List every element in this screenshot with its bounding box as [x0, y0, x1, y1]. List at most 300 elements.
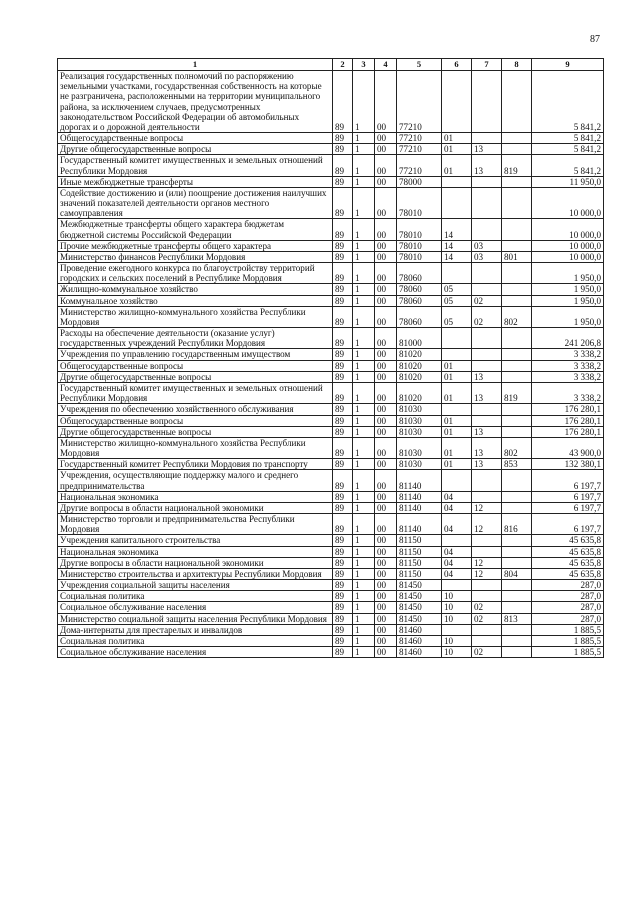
row-code-cell: 89: [333, 613, 353, 624]
row-code-cell: [502, 491, 532, 502]
row-amount-cell: 6 197,7: [532, 470, 604, 491]
row-name-cell: Общегосударственные вопросы: [58, 415, 333, 426]
row-code-cell: 00: [375, 602, 397, 613]
row-code-cell: 89: [333, 371, 353, 382]
row-name-cell: Государственный комитет имущественных и земельных отношений Республики Мордовия: [58, 155, 333, 176]
row-amount-cell: 1 950,0: [532, 306, 604, 327]
row-code-cell: [472, 404, 502, 415]
row-code-cell: 04: [442, 568, 472, 579]
row-amount-cell: 287,0: [532, 602, 604, 613]
row-code-cell: 00: [375, 502, 397, 513]
row-code-cell: 1: [353, 437, 375, 458]
row-amount-cell: 287,0: [532, 613, 604, 624]
row-code-cell: 04: [442, 546, 472, 557]
row-code-cell: 12: [472, 568, 502, 579]
row-amount-cell: 6 197,7: [532, 514, 604, 535]
row-name-cell: Расходы на обеспечение деятельности (оказание услуг) государственных учреждений Республики Мордовия: [58, 328, 333, 349]
row-code-cell: 819: [502, 155, 532, 176]
row-code-cell: 00: [375, 382, 397, 403]
row-code-cell: 1: [353, 459, 375, 470]
row-code-cell: 89: [333, 602, 353, 613]
row-code-cell: 89: [333, 546, 353, 557]
row-amount-cell: 10 000,0: [532, 187, 604, 219]
table-row: [58, 624, 604, 635]
row-amount-cell: 10 000,0: [532, 219, 604, 240]
row-code-cell: 1: [353, 371, 375, 382]
row-code-cell: 89: [333, 535, 353, 546]
row-code-cell: 00: [375, 557, 397, 568]
row-code-cell: [442, 404, 472, 415]
row-amount-cell: 11 950,0: [532, 176, 604, 187]
row-code-cell: 1: [353, 591, 375, 602]
row-code-cell: 10: [442, 647, 472, 658]
row-amount-cell: 5 841,2: [532, 133, 604, 144]
row-code-cell: 81460: [397, 635, 442, 646]
row-code-cell: 01: [442, 155, 472, 176]
row-code-cell: 13: [472, 459, 502, 470]
row-amount-cell: 1 950,0: [532, 263, 604, 284]
table-row: [58, 470, 604, 491]
row-code-cell: [472, 263, 502, 284]
row-code-cell: [502, 635, 532, 646]
row-code-cell: 13: [472, 144, 502, 155]
row-code-cell: 00: [375, 535, 397, 546]
row-code-cell: 00: [375, 144, 397, 155]
table-row: [58, 133, 604, 144]
row-amount-cell: 176 280,1: [532, 404, 604, 415]
row-code-cell: [442, 187, 472, 219]
row-code-cell: 78010: [397, 219, 442, 240]
row-code-cell: 1: [353, 613, 375, 624]
table-row: [58, 176, 604, 187]
row-code-cell: 89: [333, 155, 353, 176]
row-code-cell: 05: [442, 295, 472, 306]
row-amount-cell: 3 338,2: [532, 371, 604, 382]
row-name-cell: Учреждения социальной защиты населения: [58, 580, 333, 591]
row-name-cell: Социальное обслуживание населения: [58, 602, 333, 613]
row-code-cell: 00: [375, 155, 397, 176]
table-row: [58, 360, 604, 371]
row-code-cell: 89: [333, 568, 353, 579]
row-amount-cell: 1 950,0: [532, 295, 604, 306]
row-code-cell: 05: [442, 306, 472, 327]
row-amount-cell: 3 338,2: [532, 349, 604, 360]
column-header: 2: [333, 59, 353, 71]
row-code-cell: [502, 176, 532, 187]
table-row: [58, 426, 604, 437]
row-code-cell: [472, 470, 502, 491]
row-code-cell: 1: [353, 328, 375, 349]
row-code-cell: 89: [333, 502, 353, 513]
row-code-cell: [502, 647, 532, 658]
row-code-cell: 10: [442, 602, 472, 613]
row-name-cell: Прочие межбюджетные трансферты общего характера: [58, 240, 333, 251]
row-name-cell: Социальное обслуживание населения: [58, 647, 333, 658]
table-row: [58, 557, 604, 568]
row-code-cell: 1: [353, 187, 375, 219]
row-code-cell: 02: [472, 306, 502, 327]
row-code-cell: 89: [333, 71, 353, 133]
row-code-cell: [502, 240, 532, 251]
row-code-cell: 1: [353, 219, 375, 240]
row-code-cell: 89: [333, 240, 353, 251]
row-amount-cell: 6 197,7: [532, 491, 604, 502]
row-code-cell: 802: [502, 306, 532, 327]
row-name-cell: Другие общегосударственные вопросы: [58, 144, 333, 155]
row-code-cell: [442, 328, 472, 349]
table-row: [58, 602, 604, 613]
row-code-cell: 00: [375, 71, 397, 133]
row-code-cell: 81140: [397, 470, 442, 491]
row-amount-cell: 287,0: [532, 580, 604, 591]
row-amount-cell: 1 885,5: [532, 624, 604, 635]
row-code-cell: 1: [353, 295, 375, 306]
table-row: [58, 415, 604, 426]
row-code-cell: 1: [353, 635, 375, 646]
row-code-cell: 00: [375, 263, 397, 284]
row-code-cell: 1: [353, 557, 375, 568]
row-code-cell: 12: [472, 502, 502, 513]
row-code-cell: 1: [353, 382, 375, 403]
row-code-cell: 1: [353, 647, 375, 658]
row-code-cell: 802: [502, 437, 532, 458]
row-code-cell: [472, 176, 502, 187]
row-code-cell: 00: [375, 360, 397, 371]
row-code-cell: 81030: [397, 404, 442, 415]
row-code-cell: 813: [502, 613, 532, 624]
row-code-cell: 89: [333, 251, 353, 262]
row-code-cell: 89: [333, 426, 353, 437]
row-code-cell: 89: [333, 219, 353, 240]
column-header: 4: [375, 59, 397, 71]
row-code-cell: [502, 284, 532, 295]
row-code-cell: [472, 360, 502, 371]
row-code-cell: 00: [375, 459, 397, 470]
row-amount-cell: 45 635,8: [532, 546, 604, 557]
row-code-cell: 03: [472, 251, 502, 262]
table-row: [58, 613, 604, 624]
row-code-cell: 89: [333, 284, 353, 295]
table-row: [58, 491, 604, 502]
row-code-cell: 14: [442, 251, 472, 262]
row-code-cell: [472, 71, 502, 133]
row-code-cell: 1: [353, 502, 375, 513]
row-code-cell: [502, 557, 532, 568]
row-amount-cell: 45 635,8: [532, 568, 604, 579]
row-amount-cell: 132 380,1: [532, 459, 604, 470]
row-code-cell: [472, 535, 502, 546]
row-amount-cell: 45 635,8: [532, 557, 604, 568]
row-code-cell: 81450: [397, 591, 442, 602]
table-row: [58, 459, 604, 470]
row-code-cell: [502, 371, 532, 382]
table-row: [58, 187, 604, 219]
table-row: [58, 502, 604, 513]
row-code-cell: 00: [375, 404, 397, 415]
row-code-cell: 81030: [397, 437, 442, 458]
row-code-cell: 89: [333, 382, 353, 403]
row-code-cell: 01: [442, 426, 472, 437]
row-code-cell: [472, 349, 502, 360]
row-code-cell: 00: [375, 580, 397, 591]
row-name-cell: Проведение ежегодного конкурса по благоустройству территорий городских и сельских поселений в Республике Мордовия: [58, 263, 333, 284]
row-code-cell: 01: [442, 437, 472, 458]
table-row: [58, 349, 604, 360]
row-code-cell: [502, 133, 532, 144]
row-amount-cell: 1 885,5: [532, 647, 604, 658]
row-name-cell: Другие вопросы в области национальной экономики: [58, 557, 333, 568]
row-code-cell: 02: [472, 602, 502, 613]
row-code-cell: 1: [353, 176, 375, 187]
row-code-cell: [502, 349, 532, 360]
table-row: [58, 251, 604, 262]
row-name-cell: Министерство торговли и предпринимательства Республики Мордовия: [58, 514, 333, 535]
table-row: [58, 155, 604, 176]
row-code-cell: 1: [353, 426, 375, 437]
row-code-cell: 00: [375, 613, 397, 624]
table-row: [58, 371, 604, 382]
row-code-cell: [442, 470, 472, 491]
row-code-cell: 1: [353, 263, 375, 284]
column-header: 5: [397, 59, 442, 71]
row-amount-cell: 6 197,7: [532, 502, 604, 513]
row-code-cell: 89: [333, 306, 353, 327]
row-code-cell: 81020: [397, 349, 442, 360]
row-code-cell: 1: [353, 580, 375, 591]
row-name-cell: Учреждения, осуществляющие поддержку малого и среднего предпринимательства: [58, 470, 333, 491]
row-name-cell: Министерство финансов Республики Мордовия: [58, 251, 333, 262]
row-code-cell: 78010: [397, 240, 442, 251]
row-code-cell: 81020: [397, 371, 442, 382]
row-code-cell: 13: [472, 426, 502, 437]
row-code-cell: [502, 535, 532, 546]
row-name-cell: Общегосударственные вопросы: [58, 360, 333, 371]
row-amount-cell: 10 000,0: [532, 240, 604, 251]
row-code-cell: 89: [333, 557, 353, 568]
row-code-cell: 00: [375, 349, 397, 360]
row-code-cell: 78000: [397, 176, 442, 187]
row-amount-cell: 1 885,5: [532, 635, 604, 646]
row-code-cell: 00: [375, 624, 397, 635]
row-code-cell: 819: [502, 382, 532, 403]
row-code-cell: [472, 133, 502, 144]
row-code-cell: 801: [502, 251, 532, 262]
row-code-cell: 01: [442, 415, 472, 426]
row-name-cell: Национальная экономика: [58, 491, 333, 502]
row-code-cell: 02: [472, 295, 502, 306]
row-code-cell: 78060: [397, 263, 442, 284]
table-header-row: [58, 59, 604, 71]
row-code-cell: 01: [442, 371, 472, 382]
row-code-cell: [502, 415, 532, 426]
row-name-cell: Коммунальное хозяйство: [58, 295, 333, 306]
row-code-cell: 00: [375, 437, 397, 458]
row-code-cell: 00: [375, 546, 397, 557]
row-code-cell: 1: [353, 535, 375, 546]
row-amount-cell: 1 950,0: [532, 284, 604, 295]
row-code-cell: 89: [333, 437, 353, 458]
row-code-cell: 78010: [397, 251, 442, 262]
row-code-cell: 00: [375, 415, 397, 426]
row-code-cell: [442, 580, 472, 591]
row-code-cell: 12: [472, 514, 502, 535]
table-row: [58, 219, 604, 240]
row-code-cell: 853: [502, 459, 532, 470]
row-code-cell: 12: [472, 557, 502, 568]
row-code-cell: 10: [442, 613, 472, 624]
row-code-cell: 00: [375, 635, 397, 646]
column-header: 3: [353, 59, 375, 71]
row-code-cell: [502, 624, 532, 635]
row-name-cell: Содействие достижению и (или) поощрение достижения наилучших значений показателей деятельности органов местного самоуправления: [58, 187, 333, 219]
row-name-cell: Социальная политика: [58, 591, 333, 602]
row-amount-cell: 5 841,2: [532, 155, 604, 176]
row-code-cell: [502, 144, 532, 155]
row-code-cell: [472, 415, 502, 426]
row-code-cell: [502, 591, 532, 602]
table-row: [58, 546, 604, 557]
row-code-cell: 00: [375, 470, 397, 491]
row-code-cell: 1: [353, 71, 375, 133]
row-amount-cell: 176 280,1: [532, 415, 604, 426]
table-row: [58, 635, 604, 646]
row-name-cell: Министерство строительства и архитектуры Республики Мордовия: [58, 568, 333, 579]
row-code-cell: 77210: [397, 71, 442, 133]
row-code-cell: 1: [353, 568, 375, 579]
row-code-cell: 1: [353, 546, 375, 557]
row-code-cell: 01: [442, 459, 472, 470]
row-code-cell: 00: [375, 251, 397, 262]
row-code-cell: 81460: [397, 624, 442, 635]
row-name-cell: Учреждения по обеспечению хозяйственного обслуживания: [58, 404, 333, 415]
row-name-cell: Учреждения капитального строительства: [58, 535, 333, 546]
row-code-cell: 89: [333, 263, 353, 284]
row-code-cell: [502, 580, 532, 591]
row-code-cell: 81030: [397, 415, 442, 426]
row-name-cell: Межбюджетные трансферты общего характера бюджетам бюджетной системы Российской Федерации: [58, 219, 333, 240]
column-header: 6: [442, 59, 472, 71]
row-code-cell: 00: [375, 306, 397, 327]
row-name-cell: Другие общегосударственные вопросы: [58, 426, 333, 437]
row-code-cell: [502, 360, 532, 371]
row-code-cell: 89: [333, 328, 353, 349]
row-code-cell: 89: [333, 591, 353, 602]
row-code-cell: 89: [333, 635, 353, 646]
row-code-cell: 89: [333, 144, 353, 155]
row-code-cell: [472, 624, 502, 635]
row-code-cell: 89: [333, 133, 353, 144]
row-amount-cell: 241 206,8: [532, 328, 604, 349]
row-code-cell: 00: [375, 591, 397, 602]
row-code-cell: 13: [472, 437, 502, 458]
row-code-cell: 00: [375, 284, 397, 295]
table-row: [58, 306, 604, 327]
row-code-cell: [472, 284, 502, 295]
row-code-cell: 1: [353, 404, 375, 415]
row-code-cell: 00: [375, 240, 397, 251]
row-code-cell: [472, 328, 502, 349]
row-code-cell: [442, 349, 472, 360]
row-code-cell: 04: [442, 491, 472, 502]
row-name-cell: Государственный комитет имущественных и земельных отношений Республики Мордовия: [58, 382, 333, 403]
row-code-cell: 81030: [397, 459, 442, 470]
row-code-cell: 1: [353, 306, 375, 327]
row-name-cell: Другие общегосударственные вопросы: [58, 371, 333, 382]
row-code-cell: [472, 491, 502, 502]
row-amount-cell: 5 841,2: [532, 144, 604, 155]
row-code-cell: [442, 624, 472, 635]
row-code-cell: 04: [442, 502, 472, 513]
row-code-cell: 81150: [397, 546, 442, 557]
row-name-cell: Министерство социальной защиты населения Республики Мордовия: [58, 613, 333, 624]
row-code-cell: 01: [442, 360, 472, 371]
row-code-cell: 804: [502, 568, 532, 579]
row-code-cell: 00: [375, 219, 397, 240]
row-code-cell: 81450: [397, 602, 442, 613]
row-name-cell: Учреждения по управлению государственным имуществом: [58, 349, 333, 360]
row-code-cell: 03: [472, 240, 502, 251]
row-code-cell: 1: [353, 284, 375, 295]
row-code-cell: 00: [375, 647, 397, 658]
row-code-cell: 1: [353, 360, 375, 371]
row-name-cell: Реализация государственных полномочий по распоряжению земельными участками, государственная собственность на которые не разграничена, расположенными на территории муниципального района, за исключением случаев, предусмотренных законодательством Российской Федерации об автомобильных дорогах и о дорожной деятельности: [58, 71, 333, 133]
row-code-cell: [502, 295, 532, 306]
row-amount-cell: 10 000,0: [532, 251, 604, 262]
row-code-cell: 1: [353, 514, 375, 535]
table-row: [58, 144, 604, 155]
row-code-cell: 89: [333, 491, 353, 502]
row-code-cell: [442, 176, 472, 187]
row-code-cell: 00: [375, 187, 397, 219]
budget-table: [57, 58, 604, 658]
column-header: 1: [58, 59, 333, 71]
row-code-cell: 89: [333, 580, 353, 591]
row-code-cell: 77210: [397, 144, 442, 155]
row-code-cell: [472, 546, 502, 557]
row-code-cell: 1: [353, 349, 375, 360]
table-row: [58, 591, 604, 602]
row-code-cell: 05: [442, 284, 472, 295]
row-code-cell: 01: [442, 144, 472, 155]
row-code-cell: 00: [375, 133, 397, 144]
row-amount-cell: 176 280,1: [532, 426, 604, 437]
row-code-cell: 00: [375, 426, 397, 437]
row-code-cell: 81150: [397, 557, 442, 568]
row-code-cell: 78060: [397, 295, 442, 306]
row-code-cell: [472, 187, 502, 219]
table-row: [58, 71, 604, 133]
table-row: [58, 580, 604, 591]
row-code-cell: 89: [333, 624, 353, 635]
row-code-cell: [502, 404, 532, 415]
row-code-cell: 89: [333, 360, 353, 371]
table-row: [58, 263, 604, 284]
column-header: 8: [502, 59, 532, 71]
row-code-cell: 89: [333, 295, 353, 306]
row-code-cell: 1: [353, 602, 375, 613]
table-row: [58, 328, 604, 349]
row-code-cell: 81030: [397, 426, 442, 437]
row-code-cell: 81450: [397, 613, 442, 624]
row-code-cell: 00: [375, 371, 397, 382]
row-code-cell: 81450: [397, 580, 442, 591]
row-code-cell: 13: [472, 155, 502, 176]
row-code-cell: 00: [375, 176, 397, 187]
row-code-cell: 81020: [397, 382, 442, 403]
row-code-cell: 13: [472, 382, 502, 403]
row-amount-cell: 45 635,8: [532, 535, 604, 546]
row-code-cell: 1: [353, 155, 375, 176]
